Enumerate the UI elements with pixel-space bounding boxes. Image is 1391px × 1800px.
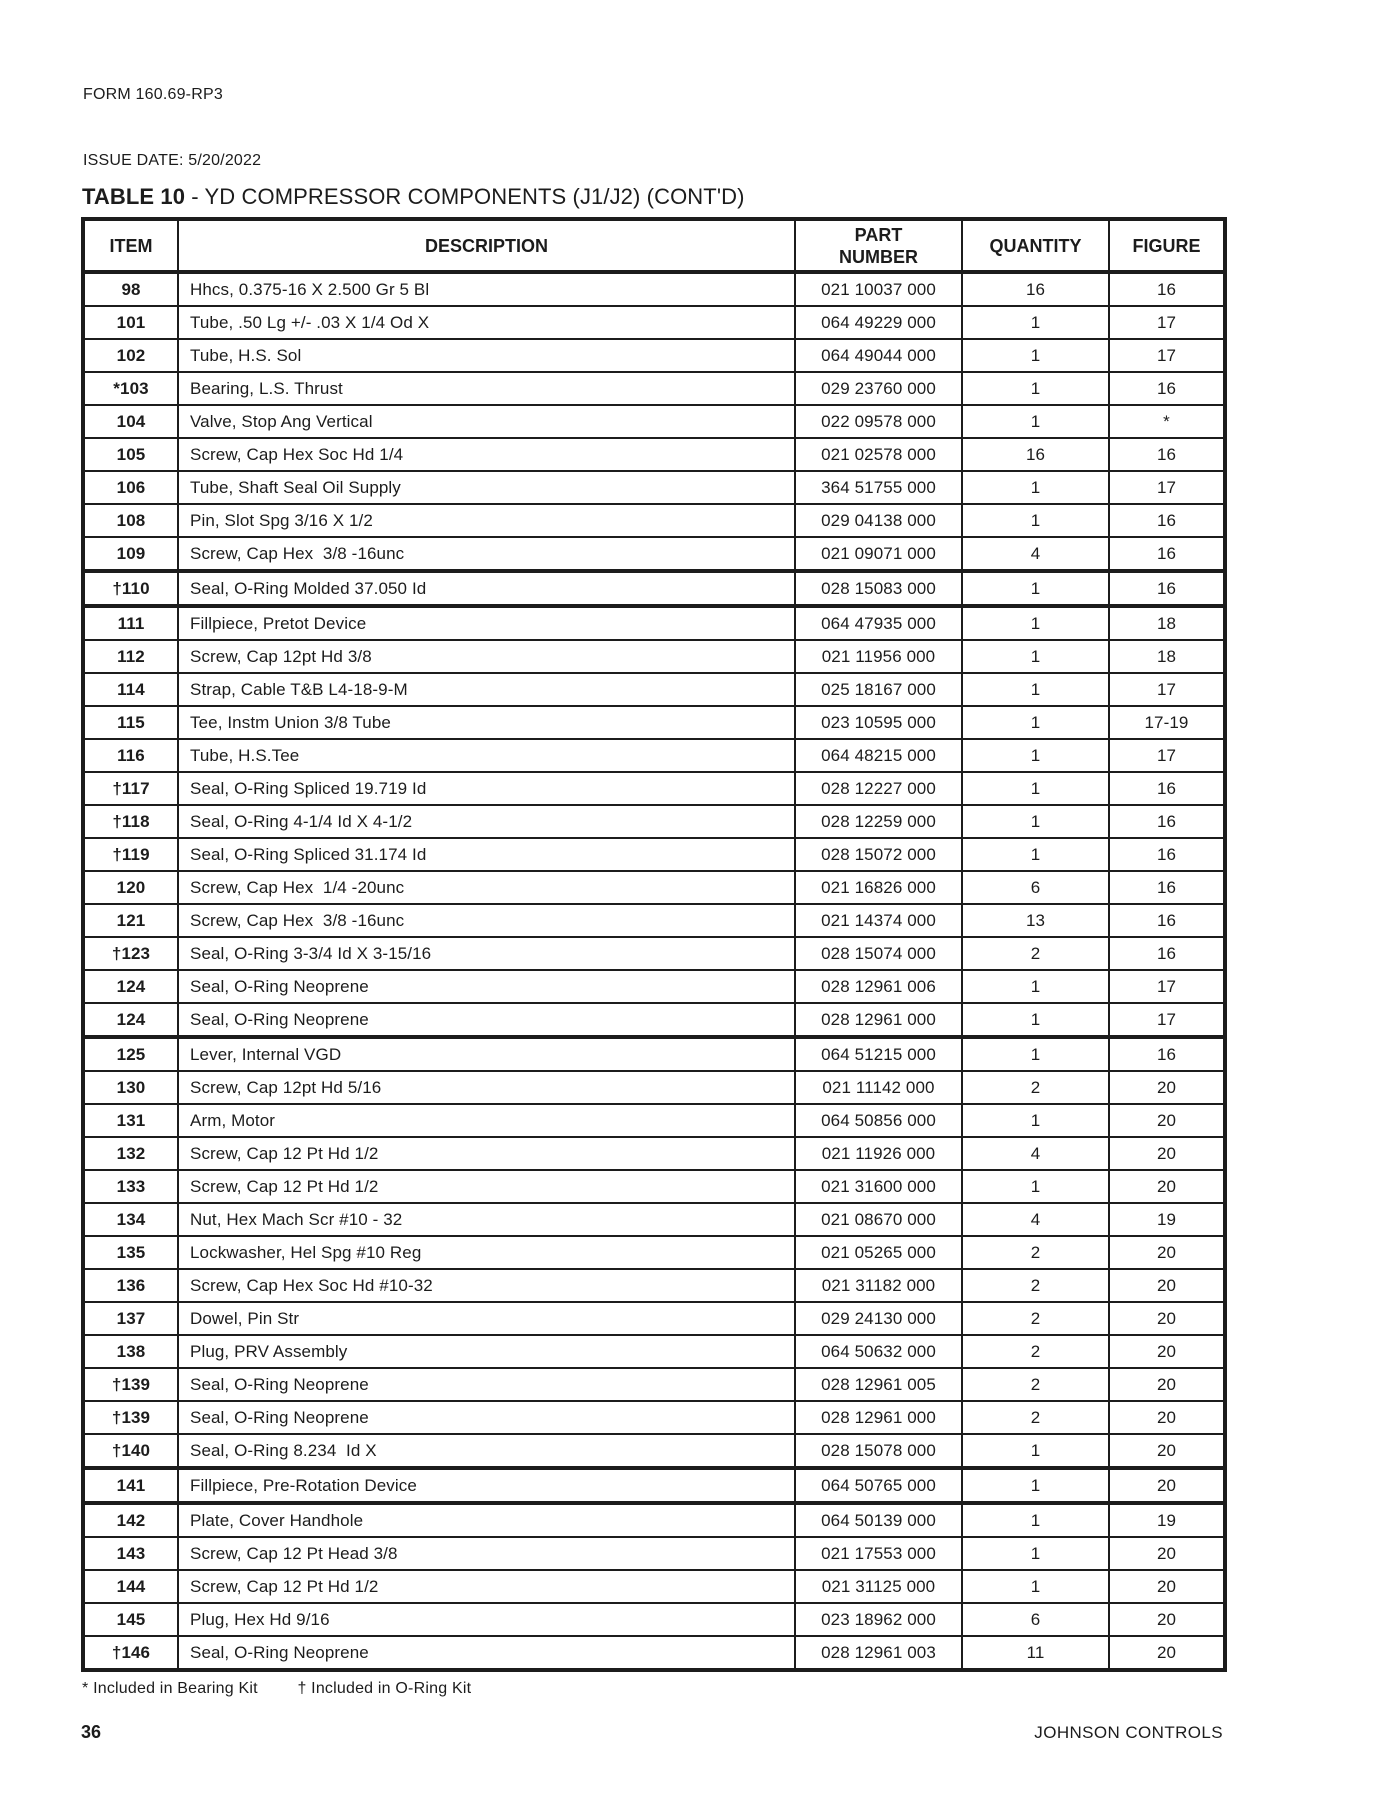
cell-figure: 16 bbox=[1109, 372, 1225, 405]
cell-part-number: 023 18962 000 bbox=[795, 1603, 962, 1636]
cell-item: †119 bbox=[83, 838, 178, 871]
cell-part-number: 028 15072 000 bbox=[795, 838, 962, 871]
cell-figure: 20 bbox=[1109, 1401, 1225, 1434]
cell-quantity: 1 bbox=[962, 1570, 1109, 1603]
cell-item: 116 bbox=[83, 739, 178, 772]
cell-figure: 16 bbox=[1109, 272, 1225, 306]
cell-description: Fillpiece, Pre-Rotation Device bbox=[178, 1468, 795, 1503]
cell-figure: 20 bbox=[1109, 1269, 1225, 1302]
table-row bbox=[83, 405, 1225, 438]
cell-description: Screw, Cap 12pt Hd 3/8 bbox=[178, 640, 795, 673]
cell-quantity: 2 bbox=[962, 1302, 1109, 1335]
cell-item: 133 bbox=[83, 1170, 178, 1203]
cell-item: 101 bbox=[83, 306, 178, 339]
cell-description: Seal, O-Ring 3-3/4 Id X 3-15/16 bbox=[178, 937, 795, 970]
cell-part-number: 064 50139 000 bbox=[795, 1503, 962, 1537]
cell-part-number: 021 09071 000 bbox=[795, 537, 962, 571]
cell-part-number: 028 15083 000 bbox=[795, 571, 962, 606]
cell-item: 112 bbox=[83, 640, 178, 673]
cell-part-number: 021 31125 000 bbox=[795, 1570, 962, 1603]
cell-item: †140 bbox=[83, 1434, 178, 1468]
cell-item: 136 bbox=[83, 1269, 178, 1302]
table-row bbox=[83, 372, 1225, 405]
cell-part-number: 064 51215 000 bbox=[795, 1037, 962, 1071]
parts-table bbox=[81, 217, 1227, 1672]
table-row bbox=[83, 1071, 1225, 1104]
cell-description: Valve, Stop Ang Vertical bbox=[178, 405, 795, 438]
cell-figure: 20 bbox=[1109, 1434, 1225, 1468]
cell-part-number: 064 50765 000 bbox=[795, 1468, 962, 1503]
cell-figure: 19 bbox=[1109, 1503, 1225, 1537]
cell-quantity: 1 bbox=[962, 471, 1109, 504]
table-row bbox=[83, 438, 1225, 471]
cell-part-number: 028 12961 000 bbox=[795, 1401, 962, 1434]
cell-item: 145 bbox=[83, 1603, 178, 1636]
cell-figure: 20 bbox=[1109, 1636, 1225, 1670]
cell-figure: 20 bbox=[1109, 1170, 1225, 1203]
cell-item: 124 bbox=[83, 1003, 178, 1037]
cell-quantity: 13 bbox=[962, 904, 1109, 937]
parts-table-header bbox=[83, 219, 1225, 272]
cell-item: 134 bbox=[83, 1203, 178, 1236]
cell-item: 135 bbox=[83, 1236, 178, 1269]
cell-description: Screw, Cap 12 Pt Hd 1/2 bbox=[178, 1570, 795, 1603]
cell-part-number: 064 50632 000 bbox=[795, 1335, 962, 1368]
cell-figure: 18 bbox=[1109, 640, 1225, 673]
cell-part-number: 021 14374 000 bbox=[795, 904, 962, 937]
cell-item: 137 bbox=[83, 1302, 178, 1335]
cell-figure: 16 bbox=[1109, 438, 1225, 471]
cell-part-number: 021 11926 000 bbox=[795, 1137, 962, 1170]
cell-quantity: 2 bbox=[962, 1335, 1109, 1368]
table-row bbox=[83, 1570, 1225, 1603]
cell-quantity: 16 bbox=[962, 438, 1109, 471]
table-row bbox=[83, 871, 1225, 904]
table-row bbox=[83, 838, 1225, 871]
cell-quantity: 1 bbox=[962, 970, 1109, 1003]
cell-quantity: 1 bbox=[962, 706, 1109, 739]
cell-quantity: 1 bbox=[962, 306, 1109, 339]
cell-item: 108 bbox=[83, 504, 178, 537]
cell-figure: 16 bbox=[1109, 904, 1225, 937]
table-row bbox=[83, 1302, 1225, 1335]
cell-item: 125 bbox=[83, 1037, 178, 1071]
cell-item: †117 bbox=[83, 772, 178, 805]
cell-description: Seal, O-Ring Neoprene bbox=[178, 1401, 795, 1434]
cell-item: †110 bbox=[83, 571, 178, 606]
table-row bbox=[83, 1037, 1225, 1071]
cell-item: †123 bbox=[83, 937, 178, 970]
cell-part-number: 023 10595 000 bbox=[795, 706, 962, 739]
table-row bbox=[83, 571, 1225, 606]
cell-quantity: 1 bbox=[962, 1503, 1109, 1537]
cell-quantity: 4 bbox=[962, 1137, 1109, 1170]
cell-description: Nut, Hex Mach Scr #10 - 32 bbox=[178, 1203, 795, 1236]
page-title bbox=[82, 184, 745, 210]
column-header-figure: FIGURE bbox=[1109, 219, 1225, 272]
cell-item: 106 bbox=[83, 471, 178, 504]
cell-description: Dowel, Pin Str bbox=[178, 1302, 795, 1335]
cell-quantity: 2 bbox=[962, 1236, 1109, 1269]
footnotes bbox=[82, 1680, 471, 1698]
cell-part-number: 029 24130 000 bbox=[795, 1302, 962, 1335]
cell-quantity: 6 bbox=[962, 871, 1109, 904]
cell-quantity: 6 bbox=[962, 1603, 1109, 1636]
cell-item: 131 bbox=[83, 1104, 178, 1137]
cell-figure: 20 bbox=[1109, 1537, 1225, 1570]
cell-description: Plug, Hex Hd 9/16 bbox=[178, 1603, 795, 1636]
cell-part-number: 064 48215 000 bbox=[795, 739, 962, 772]
cell-figure: 17 bbox=[1109, 471, 1225, 504]
cell-part-number: 021 11956 000 bbox=[795, 640, 962, 673]
table-row bbox=[83, 805, 1225, 838]
table-row bbox=[83, 706, 1225, 739]
cell-item: †118 bbox=[83, 805, 178, 838]
table-row bbox=[83, 1003, 1225, 1037]
cell-item: †139 bbox=[83, 1401, 178, 1434]
table-row bbox=[83, 1468, 1225, 1503]
table-row bbox=[83, 1434, 1225, 1468]
table-row bbox=[83, 772, 1225, 805]
cell-figure: 18 bbox=[1109, 606, 1225, 640]
cell-item: 121 bbox=[83, 904, 178, 937]
table-row bbox=[83, 904, 1225, 937]
cell-figure: 16 bbox=[1109, 772, 1225, 805]
cell-quantity: 1 bbox=[962, 339, 1109, 372]
cell-item: †139 bbox=[83, 1368, 178, 1401]
cell-description: Screw, Cap 12 Pt Hd 1/2 bbox=[178, 1137, 795, 1170]
cell-part-number: 021 10037 000 bbox=[795, 272, 962, 306]
cell-item: 98 bbox=[83, 272, 178, 306]
cell-part-number: 028 15078 000 bbox=[795, 1434, 962, 1468]
cell-figure: 20 bbox=[1109, 1236, 1225, 1269]
cell-item: †146 bbox=[83, 1636, 178, 1670]
cell-description: Screw, Cap Hex 3/8 -16unc bbox=[178, 537, 795, 571]
cell-figure: 16 bbox=[1109, 937, 1225, 970]
company-name: JOHNSON CONTROLS bbox=[1034, 1723, 1223, 1742]
cell-figure: 20 bbox=[1109, 1104, 1225, 1137]
cell-figure: * bbox=[1109, 405, 1225, 438]
cell-description: Seal, O-Ring Molded 37.050 Id bbox=[178, 571, 795, 606]
cell-part-number: 025 18167 000 bbox=[795, 673, 962, 706]
cell-figure: 20 bbox=[1109, 1071, 1225, 1104]
issue-date: ISSUE DATE: 5/20/2022 bbox=[83, 152, 262, 169]
cell-quantity: 1 bbox=[962, 640, 1109, 673]
cell-quantity: 16 bbox=[962, 272, 1109, 306]
table-row bbox=[83, 1335, 1225, 1368]
cell-part-number: 021 31182 000 bbox=[795, 1269, 962, 1302]
cell-figure: 20 bbox=[1109, 1603, 1225, 1636]
cell-figure: 16 bbox=[1109, 838, 1225, 871]
cell-quantity: 1 bbox=[962, 571, 1109, 606]
cell-part-number: 064 47935 000 bbox=[795, 606, 962, 640]
cell-item: 109 bbox=[83, 537, 178, 571]
table-row bbox=[83, 673, 1225, 706]
column-header-part-number: PART NUMBER bbox=[795, 219, 962, 272]
cell-part-number: 021 17553 000 bbox=[795, 1537, 962, 1570]
table-row bbox=[83, 1137, 1225, 1170]
cell-item: 115 bbox=[83, 706, 178, 739]
footnote-bearing-kit: * Included in Bearing Kit bbox=[82, 1680, 258, 1697]
cell-quantity: 1 bbox=[962, 1468, 1109, 1503]
cell-figure: 16 bbox=[1109, 537, 1225, 571]
cell-figure: 20 bbox=[1109, 1368, 1225, 1401]
cell-figure: 17 bbox=[1109, 339, 1225, 372]
table-row bbox=[83, 1104, 1225, 1137]
cell-description: Tube, .50 Lg +/- .03 X 1/4 Od X bbox=[178, 306, 795, 339]
cell-quantity: 1 bbox=[962, 1170, 1109, 1203]
cell-figure: 17 bbox=[1109, 970, 1225, 1003]
cell-part-number: 064 49044 000 bbox=[795, 339, 962, 372]
cell-figure: 19 bbox=[1109, 1203, 1225, 1236]
cell-figure: 20 bbox=[1109, 1335, 1225, 1368]
cell-quantity: 1 bbox=[962, 1104, 1109, 1137]
table-row bbox=[83, 471, 1225, 504]
page-number: 36 bbox=[81, 1722, 102, 1742]
cell-item: 132 bbox=[83, 1137, 178, 1170]
cell-description: Tube, Shaft Seal Oil Supply bbox=[178, 471, 795, 504]
cell-description: Pin, Slot Spg 3/16 X 1/2 bbox=[178, 504, 795, 537]
cell-quantity: 1 bbox=[962, 504, 1109, 537]
cell-description: Screw, Cap Hex Soc Hd 1/4 bbox=[178, 438, 795, 471]
form-number: FORM 160.69-RP3 bbox=[83, 86, 223, 103]
cell-quantity: 1 bbox=[962, 838, 1109, 871]
cell-figure: 20 bbox=[1109, 1137, 1225, 1170]
cell-quantity: 4 bbox=[962, 1203, 1109, 1236]
cell-figure: 20 bbox=[1109, 1302, 1225, 1335]
cell-description: Screw, Cap Hex 3/8 -16unc bbox=[178, 904, 795, 937]
cell-description: Seal, O-Ring Spliced 31.174 Id bbox=[178, 838, 795, 871]
table-row bbox=[83, 640, 1225, 673]
cell-quantity: 1 bbox=[962, 1434, 1109, 1468]
cell-description: Screw, Cap Hex Soc Hd #10-32 bbox=[178, 1269, 795, 1302]
table-row bbox=[83, 1269, 1225, 1302]
cell-part-number: 021 05265 000 bbox=[795, 1236, 962, 1269]
table-row bbox=[83, 1170, 1225, 1203]
table-row bbox=[83, 1368, 1225, 1401]
cell-figure: 17 bbox=[1109, 739, 1225, 772]
cell-description: Tube, H.S. Sol bbox=[178, 339, 795, 372]
cell-item: 120 bbox=[83, 871, 178, 904]
table-row bbox=[83, 606, 1225, 640]
cell-description: Seal, O-Ring Neoprene bbox=[178, 1636, 795, 1670]
table-number-label: TABLE 10 bbox=[82, 184, 186, 209]
table-row bbox=[83, 339, 1225, 372]
cell-quantity: 1 bbox=[962, 772, 1109, 805]
cell-description: Seal, O-Ring 4-1/4 Id X 4-1/2 bbox=[178, 805, 795, 838]
cell-description: Seal, O-Ring Spliced 19.719 Id bbox=[178, 772, 795, 805]
cell-part-number: 064 49229 000 bbox=[795, 306, 962, 339]
footnote-oring-kit: † Included in O-Ring Kit bbox=[297, 1680, 472, 1697]
cell-quantity: 2 bbox=[962, 1071, 1109, 1104]
table-row bbox=[83, 739, 1225, 772]
cell-description: Seal, O-Ring 8.234 Id X bbox=[178, 1434, 795, 1468]
cell-part-number: 028 12227 000 bbox=[795, 772, 962, 805]
cell-quantity: 2 bbox=[962, 1368, 1109, 1401]
cell-figure: 20 bbox=[1109, 1468, 1225, 1503]
table-row bbox=[83, 537, 1225, 571]
cell-item: 105 bbox=[83, 438, 178, 471]
cell-description: Lockwasher, Hel Spg #10 Reg bbox=[178, 1236, 795, 1269]
cell-item: 141 bbox=[83, 1468, 178, 1503]
cell-description: Screw, Cap 12pt Hd 5/16 bbox=[178, 1071, 795, 1104]
table-row bbox=[83, 1603, 1225, 1636]
cell-part-number: 028 15074 000 bbox=[795, 937, 962, 970]
cell-figure: 16 bbox=[1109, 504, 1225, 537]
cell-description: Hhcs, 0.375-16 X 2.500 Gr 5 Bl bbox=[178, 272, 795, 306]
cell-part-number: 028 12961 000 bbox=[795, 1003, 962, 1037]
cell-description: Seal, O-Ring Neoprene bbox=[178, 1368, 795, 1401]
cell-quantity: 1 bbox=[962, 405, 1109, 438]
table-row bbox=[83, 1537, 1225, 1570]
cell-description: Fillpiece, Pretot Device bbox=[178, 606, 795, 640]
cell-part-number: 021 02578 000 bbox=[795, 438, 962, 471]
cell-part-number: 029 04138 000 bbox=[795, 504, 962, 537]
cell-part-number: 029 23760 000 bbox=[795, 372, 962, 405]
cell-item: 143 bbox=[83, 1537, 178, 1570]
cell-quantity: 1 bbox=[962, 372, 1109, 405]
cell-figure: 17 bbox=[1109, 1003, 1225, 1037]
parts-table-body bbox=[83, 272, 1225, 1670]
header-row bbox=[83, 219, 1225, 272]
cell-figure: 17 bbox=[1109, 306, 1225, 339]
cell-part-number: 022 09578 000 bbox=[795, 405, 962, 438]
table-row bbox=[83, 504, 1225, 537]
cell-part-number: 021 11142 000 bbox=[795, 1071, 962, 1104]
column-header-description: DESCRIPTION bbox=[178, 219, 795, 272]
cell-item: 124 bbox=[83, 970, 178, 1003]
cell-quantity: 2 bbox=[962, 937, 1109, 970]
table-row bbox=[83, 1503, 1225, 1537]
cell-quantity: 1 bbox=[962, 739, 1109, 772]
cell-description: Plug, PRV Assembly bbox=[178, 1335, 795, 1368]
cell-quantity: 11 bbox=[962, 1636, 1109, 1670]
cell-figure: 16 bbox=[1109, 1037, 1225, 1071]
table-row bbox=[83, 1636, 1225, 1670]
cell-description: Seal, O-Ring Neoprene bbox=[178, 970, 795, 1003]
cell-quantity: 1 bbox=[962, 805, 1109, 838]
cell-figure: 16 bbox=[1109, 805, 1225, 838]
cell-description: Tube, H.S.Tee bbox=[178, 739, 795, 772]
table-row bbox=[83, 970, 1225, 1003]
cell-item: 144 bbox=[83, 1570, 178, 1603]
cell-figure: 20 bbox=[1109, 1570, 1225, 1603]
cell-description: Screw, Cap 12 Pt Hd 1/2 bbox=[178, 1170, 795, 1203]
cell-figure: 16 bbox=[1109, 871, 1225, 904]
table-row bbox=[83, 937, 1225, 970]
cell-part-number: 021 31600 000 bbox=[795, 1170, 962, 1203]
cell-item: 102 bbox=[83, 339, 178, 372]
cell-quantity: 1 bbox=[962, 606, 1109, 640]
cell-quantity: 1 bbox=[962, 1003, 1109, 1037]
cell-part-number: 028 12961 006 bbox=[795, 970, 962, 1003]
cell-quantity: 4 bbox=[962, 537, 1109, 571]
cell-description: Screw, Cap 12 Pt Head 3/8 bbox=[178, 1537, 795, 1570]
cell-item: 130 bbox=[83, 1071, 178, 1104]
cell-item: 114 bbox=[83, 673, 178, 706]
table-row bbox=[83, 306, 1225, 339]
cell-part-number: 021 16826 000 bbox=[795, 871, 962, 904]
cell-quantity: 1 bbox=[962, 1037, 1109, 1071]
cell-part-number: 028 12961 003 bbox=[795, 1636, 962, 1670]
cell-part-number: 364 51755 000 bbox=[795, 471, 962, 504]
cell-quantity: 2 bbox=[962, 1269, 1109, 1302]
cell-part-number: 021 08670 000 bbox=[795, 1203, 962, 1236]
cell-part-number: 028 12259 000 bbox=[795, 805, 962, 838]
table-row bbox=[83, 1236, 1225, 1269]
table-row bbox=[83, 1203, 1225, 1236]
page-footer bbox=[81, 1722, 1223, 1743]
cell-quantity: 2 bbox=[962, 1401, 1109, 1434]
cell-description: Bearing, L.S. Thrust bbox=[178, 372, 795, 405]
column-header-quantity: QUANTITY bbox=[962, 219, 1109, 272]
cell-item: 138 bbox=[83, 1335, 178, 1368]
cell-figure: 17 bbox=[1109, 673, 1225, 706]
cell-item: 142 bbox=[83, 1503, 178, 1537]
cell-part-number: 064 50856 000 bbox=[795, 1104, 962, 1137]
cell-item: 111 bbox=[83, 606, 178, 640]
cell-description: Tee, Instm Union 3/8 Tube bbox=[178, 706, 795, 739]
cell-figure: 17-19 bbox=[1109, 706, 1225, 739]
table-row bbox=[83, 1401, 1225, 1434]
column-header-item: ITEM bbox=[83, 219, 178, 272]
cell-part-number: 028 12961 005 bbox=[795, 1368, 962, 1401]
cell-description: Lever, Internal VGD bbox=[178, 1037, 795, 1071]
cell-description: Strap, Cable T&B L4-18-9-M bbox=[178, 673, 795, 706]
cell-description: Screw, Cap Hex 1/4 -20unc bbox=[178, 871, 795, 904]
cell-item: 104 bbox=[83, 405, 178, 438]
cell-figure: 16 bbox=[1109, 571, 1225, 606]
cell-description: Plate, Cover Handhole bbox=[178, 1503, 795, 1537]
cell-item: *103 bbox=[83, 372, 178, 405]
table-row bbox=[83, 272, 1225, 306]
cell-description: Arm, Motor bbox=[178, 1104, 795, 1137]
table-title-text: - YD COMPRESSOR COMPONENTS (J1/J2) (CONT'D) bbox=[185, 184, 745, 209]
cell-quantity: 1 bbox=[962, 673, 1109, 706]
cell-description: Seal, O-Ring Neoprene bbox=[178, 1003, 795, 1037]
cell-quantity: 1 bbox=[962, 1537, 1109, 1570]
